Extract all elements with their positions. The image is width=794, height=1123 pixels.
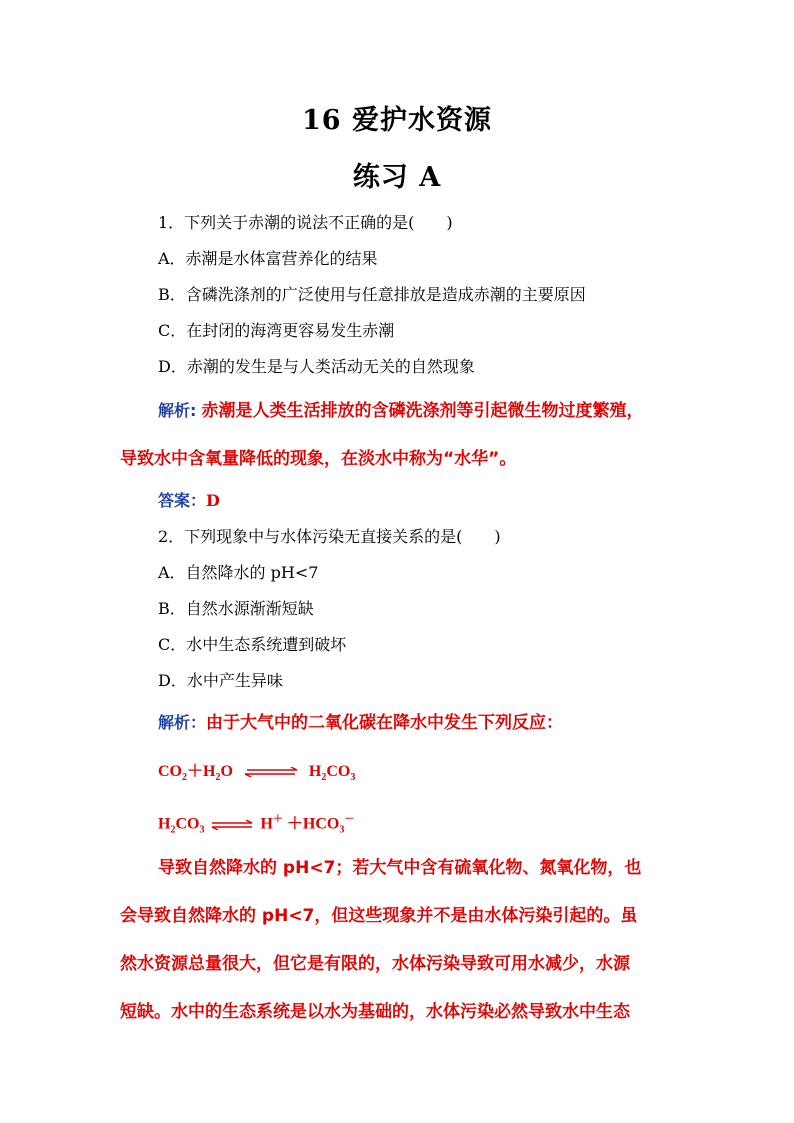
q1-option-b: B．含磷洗涤剂的广泛使用与任意排放是造成赤潮的主要原因 [158, 285, 586, 304]
q2-analysis-body-1: 导致自然降水的 pH<7；若大气中含有硫氧化物、氮氧化物，也 [158, 858, 642, 878]
page-subtitle: 练习 A [352, 162, 442, 193]
q1-option-d: D．赤潮的发生是与人类活动无关的自然现象 [158, 357, 475, 376]
q2-analysis-body-3: 然水资源总量很大，但它是有限的，水体污染导致可用水减少，水源 [120, 954, 630, 974]
q2-analysis-intro-text: 由于大气中的二氧化碳在降水中发生下列反应： [206, 713, 564, 733]
q1-analysis-line1 [158, 401, 644, 421]
reversible-arrow-icon [243, 767, 299, 777]
equation-2: $H_2CO_3$ $H^+ +HCO_3^-$ [158, 814, 355, 836]
q1-option-a: A．赤潮是水体富营养化的结果 [158, 249, 378, 268]
q2-option-c: C．水中生态系统遭到破坏 [158, 635, 347, 654]
q2-option-d: D．水中产生异味 [158, 671, 283, 690]
q2-analysis-body-4: 短缺。水中的生态系统是以水为基础的，水体污染必然导致水中生态 [120, 1002, 630, 1022]
q1-analysis-label: 解析: [158, 401, 197, 420]
page-title: 16 爱护水资源 [302, 105, 492, 136]
q1-option-c: C．在封闭的海湾更容易发生赤潮 [158, 321, 395, 340]
q2-stem: 2．下列现象中与水体污染无直接关系的是( ) [158, 527, 501, 546]
q2-analysis-label: 解析： [158, 713, 207, 732]
equation-1: $CO_2+H_2O$ $H_2CO_3$ [158, 763, 356, 784]
reversible-arrow-icon [210, 820, 254, 830]
q2-analysis-body-2: 会导致自然降水的 pH<7，但这些现象并不是由水体污染引起的。虽 [120, 906, 638, 926]
q2-option-b: B．自然水源渐渐短缺 [158, 599, 314, 618]
q1-answer-label: 答案： [158, 491, 207, 510]
q1-answer-value: D [206, 491, 220, 510]
q1-stem: 1．下列关于赤潮的说法不正确的是( ) [158, 213, 453, 232]
q1-answer [158, 491, 220, 511]
q2-option-a: A．自然降水的 pH<7 [158, 563, 319, 582]
q1-analysis-text1: 赤潮是人类生活排放的含磷洗涤剂等引起微生物过度繁殖， [201, 401, 644, 421]
q2-analysis-intro [158, 713, 563, 733]
q1-analysis-line2: 导致水中含氧量降低的现象，在淡水中称为“水华”。 [120, 449, 517, 469]
